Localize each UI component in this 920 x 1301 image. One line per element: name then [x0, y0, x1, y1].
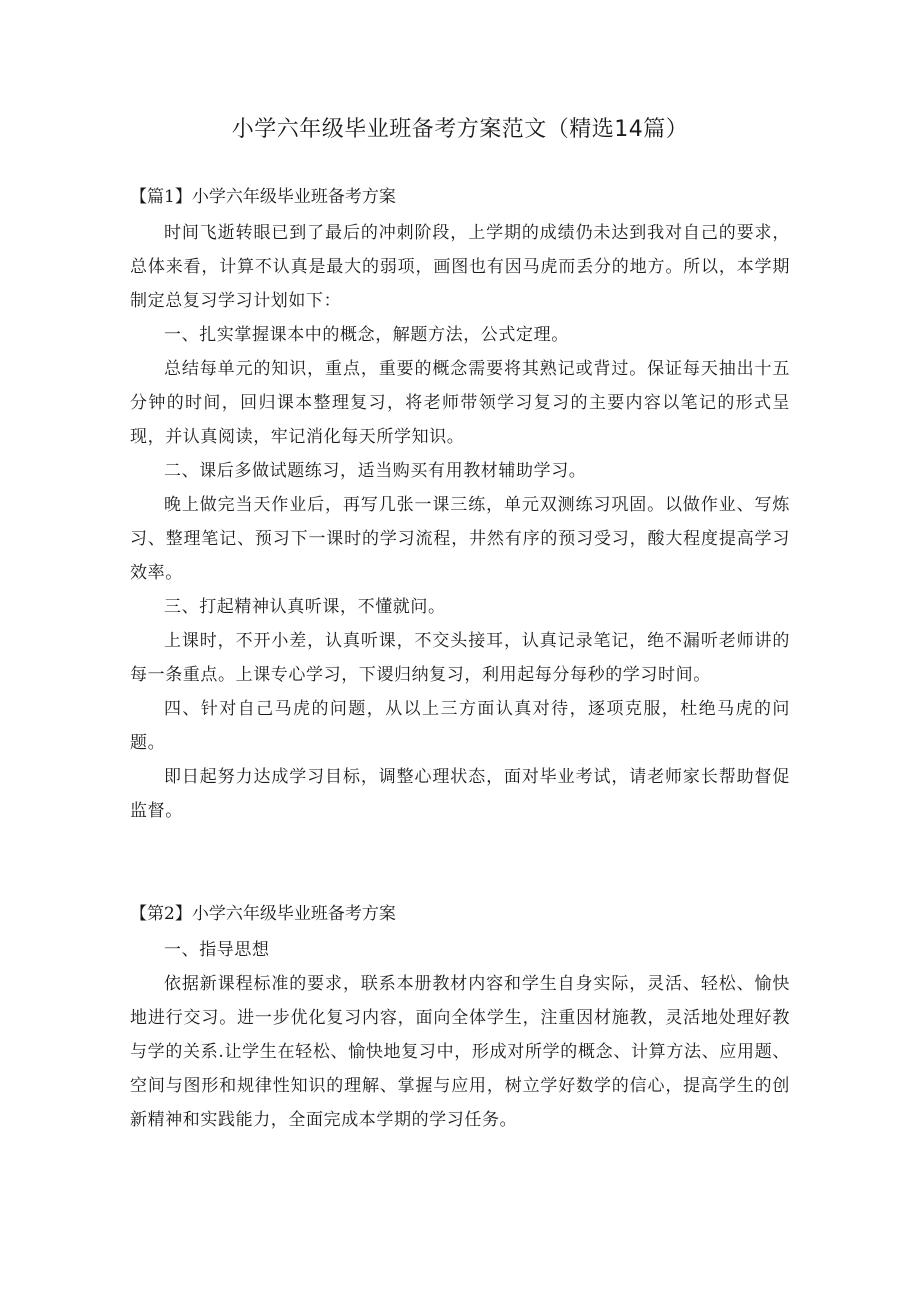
paragraph: 依据新课程标准的要求，联系本册教材内容和学生自身实际，灵活、轻松、愉快地进行交习。进一步优化复习内容，面向全体学生，注重因材施教，灵活地处理好教与学的关系.让学生在轻松、愉快地复习中，形成对所学的概念、计算方法、应用题、空间与图形和规律性知识的理解、掌握与应用，树立学好数学的信心，提高学生的创新精神和实践能力，全面完成本学期的学习任务。 [130, 974, 790, 1130]
paragraph: 三、打起精神认真听课，不懂就问。 [164, 597, 446, 617]
paragraph: 总结每单元的知识，重点，重要的概念需要将其熟记或背过。保证每天抽出十五分钟的时间，回归课本整理复习，将老师带领学习复习的主要内容以笔记的形式呈现，并认真阅读，牢记消化每天所学知识。 [130, 359, 790, 447]
paragraph: 四、针对自己马虎的问题，从以上三方面认真对待，逐项克服，杜绝马虎的问题。 [130, 699, 790, 753]
paragraph: 一、指导思想 [164, 940, 270, 960]
paragraph: 即日起努力达成学习目标，调整心理状态，面对毕业考试，请老师家长帮助督促监督。 [130, 767, 790, 821]
paragraph: 上课时，不开小差，认真听课，不交头接耳，认真记录笔记，绝不漏听老师讲的每一条重点。上课专心学习，下谡归纳复习，利用起每分每秒的学习时间。 [130, 631, 790, 685]
paragraph: 一、扎实掌握课本中的概念，解题方法，公式定理。 [164, 325, 569, 345]
paragraph: 晚上做完当天作业后，再写几张一课三练，单元双测练习巩固。以做作业、写炼习、整理笔记、预习下一课时的学习流程，井然有序的预习受习，酸大程度提高学习效率。 [130, 495, 790, 583]
section-1 [130, 182, 790, 828]
section-heading: 【第2】小学六年级毕业班备考方案 [130, 904, 396, 924]
document-title: 小学六年级毕业班备考方案范文（精选14篇） [231, 117, 689, 142]
section-heading: 【篇1】小学六年级毕业班备考方案 [130, 187, 396, 207]
paragraph: 时间飞逝转眼已到了最后的冲刺阶段，上学期的成绩仍未达到我对自己的要求，总体来看，计算不认真是最大的弱项，画图也有因马虎而丢分的地方。所以，本学期制定总复习学习计划如下： [130, 223, 790, 311]
paragraph: 二、课后多做试题练习，适当购买有用教材辅助学习。 [164, 461, 587, 481]
section-2 [130, 899, 790, 1137]
